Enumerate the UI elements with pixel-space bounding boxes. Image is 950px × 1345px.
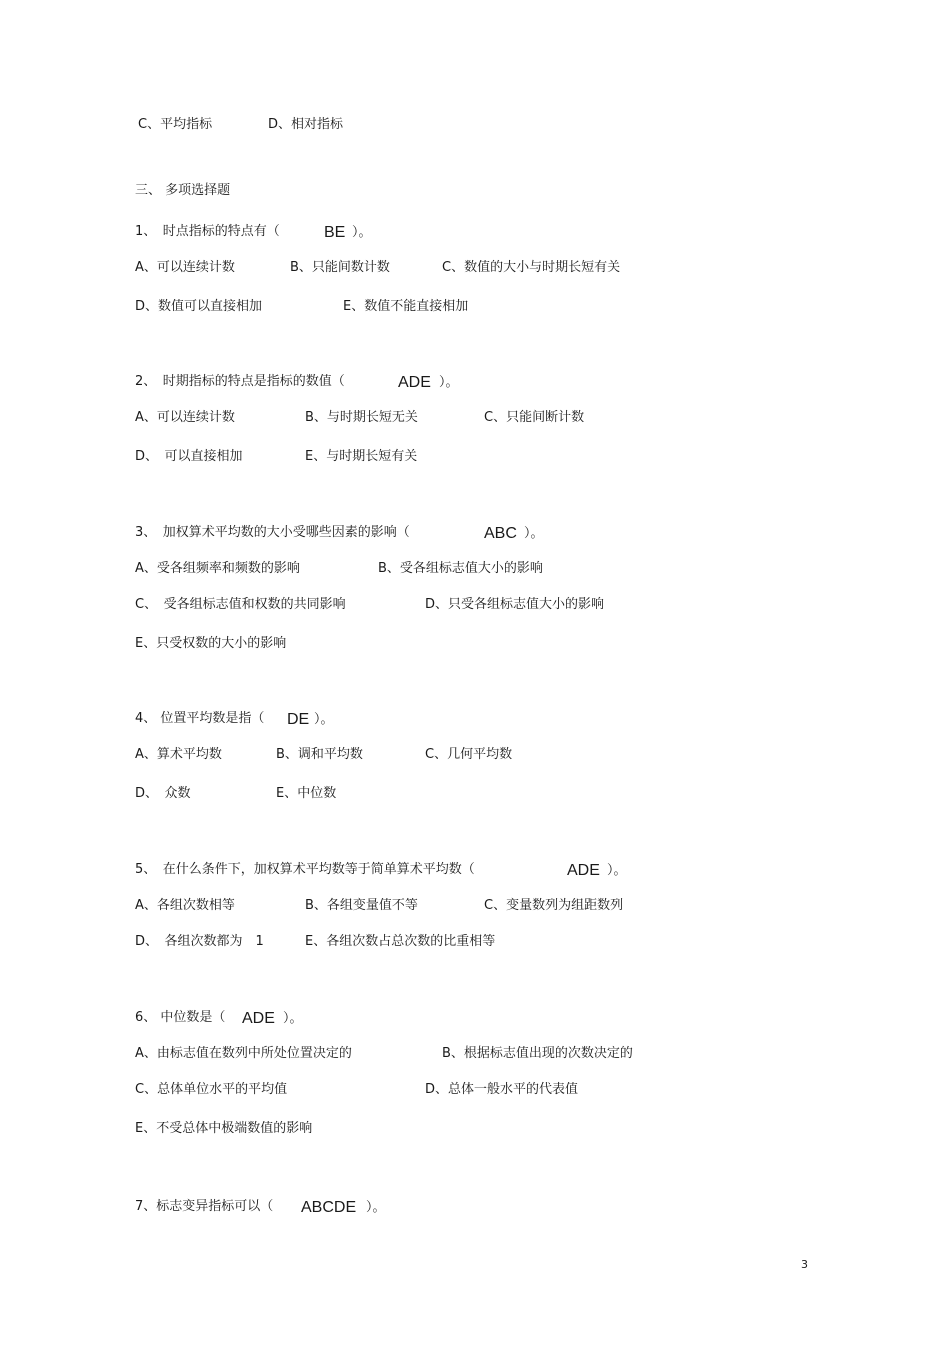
option-e: E、数值不能直接相加 [343, 299, 469, 314]
question-stem: 3、 加权算术平均数的大小受哪些因素的影响（ [135, 525, 410, 540]
question-close: ）。 [314, 712, 334, 727]
question-stem: 1、 时点指标的特点有（ [135, 224, 280, 239]
answer: BE [324, 224, 346, 241]
section-title: 三、 多项选择题 [135, 183, 231, 198]
answer: ABCDE [301, 1199, 357, 1216]
option-a: A、受各组频率和频数的影响 [135, 561, 300, 576]
option-b: B、根据标志值出现的次数决定的 [442, 1046, 633, 1061]
question-close: ）。 [524, 526, 544, 541]
question-stem: 7、标志变异指标可以（ [135, 1199, 274, 1214]
option-c: C、总体单位水平的平均值 [135, 1082, 288, 1097]
question-close: ）。 [439, 375, 459, 390]
option-d: D、相对指标 [268, 117, 344, 132]
answer: ADE [398, 374, 431, 391]
question-close: ）。 [366, 1200, 386, 1215]
question-stem: 4、 位置平均数是指（ [135, 711, 265, 726]
option-c: C、 受各组标志值和权数的共同影响 [135, 597, 346, 612]
question-stem: 2、 时期指标的特点是指标的数值（ [135, 374, 345, 389]
option-b: B、与时期长短无关 [305, 410, 418, 425]
question-stem: 5、 在什么条件下，加权算术平均数等于简单算术平均数（ [135, 862, 475, 877]
option-e: E、只受权数的大小的影响 [135, 636, 287, 651]
question-close: ）。 [352, 225, 372, 240]
option-b: B、各组变量值不等 [305, 898, 418, 913]
option-d: D、 众数 [135, 786, 191, 801]
option-e: E、中位数 [276, 786, 337, 801]
option-c: C、只能间断计数 [484, 410, 585, 425]
option-b: B、受各组标志值大小的影响 [378, 561, 543, 576]
option-e: E、与时期长短有关 [305, 449, 418, 464]
option-b: B、调和平均数 [276, 747, 363, 762]
question-stem: 6、 中位数是（ [135, 1010, 226, 1025]
option-e: E、各组次数占总次数的比重相等 [305, 934, 496, 949]
answer: ADE [242, 1010, 275, 1027]
option-c: C、变量数列为组距数列 [484, 898, 624, 913]
answer: DE [287, 711, 310, 728]
question-close: ）。 [607, 863, 627, 878]
option-c: C、数值的大小与时期长短有关 [442, 260, 621, 275]
option-a: A、可以连续计数 [135, 260, 235, 275]
option-a: A、各组次数相等 [135, 898, 235, 913]
option-a: A、可以连续计数 [135, 410, 235, 425]
page-number: 3 [801, 1258, 808, 1271]
option-a: A、算术平均数 [135, 747, 222, 762]
answer: ABC [484, 525, 517, 542]
option-d: D、 可以直接相加 [135, 449, 243, 464]
option-d: D、数值可以直接相加 [135, 299, 263, 314]
option-e: E、不受总体中极端数值的影响 [135, 1121, 313, 1136]
option-d: D、只受各组标志值大小的影响 [425, 597, 605, 612]
option-d: D、 各组次数都为 1 [135, 934, 264, 949]
option-d: D、总体一般水平的代表值 [425, 1082, 579, 1097]
question-close: ）。 [283, 1011, 303, 1026]
option-c: C、几何平均数 [425, 747, 513, 762]
option-a: A、由标志值在数列中所处位置决定的 [135, 1046, 352, 1061]
option-b: B、只能间数计数 [290, 260, 390, 275]
option-c: C、平均指标 [138, 117, 213, 132]
answer: ADE [567, 862, 600, 879]
